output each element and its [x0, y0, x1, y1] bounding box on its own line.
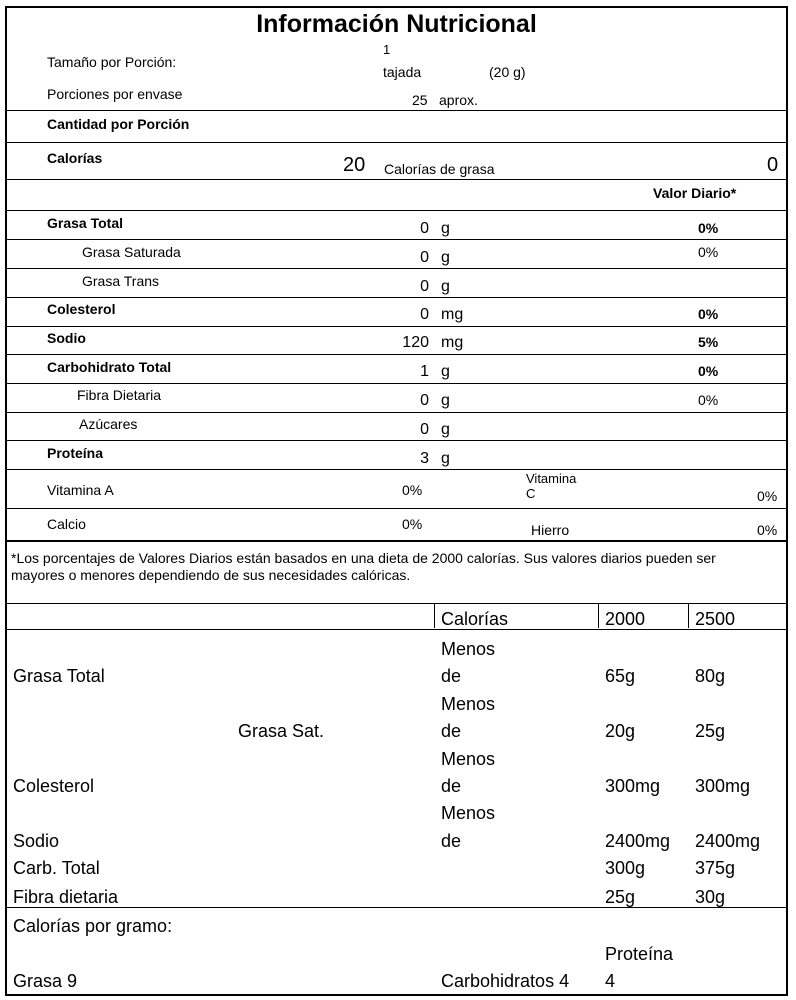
nutrient-unit: g: [441, 363, 450, 380]
nutrient-daily-value: 0%: [698, 392, 719, 408]
reference-qualifier: Menos: [441, 694, 496, 714]
nutrient-unit: g: [441, 278, 450, 295]
reference-value-2000: 20g: [605, 721, 636, 741]
nutrient-amount: 3: [420, 450, 429, 467]
divider: [7, 603, 786, 604]
servings-per-container-suffix: aprox.: [439, 92, 478, 108]
divider: [7, 179, 786, 180]
reference-row-label: Grasa Total: [13, 666, 105, 686]
divider: [7, 326, 786, 327]
reference-value-2500: 375g: [695, 858, 736, 878]
reference-row-label: Carb. Total: [13, 858, 100, 878]
divider: [7, 210, 786, 211]
serving-size-unit: tajada: [383, 64, 422, 80]
vitamin-c-value: 0%: [757, 488, 778, 504]
calories-per-gram-carbs: Carbohidratos 4: [441, 971, 570, 991]
divider: [7, 412, 786, 413]
reference-qualifier: Menos: [441, 749, 496, 769]
reference-value-2500: 80g: [695, 666, 726, 686]
column-divider: [688, 604, 689, 628]
calcium-value: 0%: [402, 516, 423, 532]
divider: [7, 440, 786, 441]
divider: [7, 297, 786, 298]
nutrient-label: Grasa Saturada: [82, 244, 181, 260]
reference-value-2000: 2400mg: [605, 831, 671, 851]
nutrient-daily-value: 0%: [698, 363, 719, 379]
nutrient-daily-value: 0%: [698, 244, 719, 260]
nutrient-label: Azúcares: [79, 416, 138, 432]
reference-value-2500: 2400mg: [695, 831, 761, 851]
vitamin-c-label-line: C: [526, 486, 536, 501]
iron-value: 0%: [757, 522, 778, 538]
divider: [7, 508, 786, 509]
reference-qualifier: de: [441, 831, 462, 851]
vitamin-c-label-line: Vitamina: [526, 471, 577, 486]
reference-value-2000: 300mg: [605, 776, 661, 796]
nutrient-unit: g: [441, 450, 450, 467]
calories-from-fat-value: 0: [767, 154, 779, 176]
calories-per-gram-label: Calorías por gramo:: [13, 916, 173, 936]
nutrient-amount: 0: [420, 392, 429, 409]
vitamin-a-value: 0%: [402, 482, 423, 498]
reference-column-2500: 2500: [695, 609, 736, 629]
divider: [7, 383, 786, 384]
nutrient-label: Grasa Total: [47, 215, 123, 231]
reference-value-2000: 25g: [605, 887, 636, 907]
calories-value: 20: [343, 154, 366, 176]
calories-from-fat-label: Calorías de grasa: [384, 161, 495, 177]
nutrient-unit: g: [441, 421, 450, 438]
reference-qualifier: Menos: [441, 639, 496, 659]
reference-calories-label: Calorías: [441, 609, 509, 629]
nutrient-unit: g: [441, 392, 450, 409]
reference-row-label: Grasa Sat.: [238, 721, 325, 741]
nutrient-amount: 1: [420, 363, 429, 380]
divider: [7, 629, 786, 630]
vitamin-c-label: [526, 471, 576, 501]
nutrient-amount: 0: [420, 306, 429, 323]
servings-per-container-value: 25: [412, 92, 428, 108]
reference-qualifier: de: [441, 721, 462, 741]
serving-size-label: Tamaño por Porción:: [47, 54, 177, 70]
reference-column-2000: 2000: [605, 609, 646, 629]
calcium-label: Calcio: [47, 516, 86, 532]
nutrient-unit: g: [441, 220, 450, 237]
nutrient-daily-value: 0%: [698, 306, 719, 322]
nutrient-daily-value: 5%: [698, 334, 719, 350]
vitamin-a-label: Vitamina A: [47, 482, 114, 498]
nutrient-amount: 0: [420, 249, 429, 266]
nutrient-label: Carbohidrato Total: [47, 359, 172, 375]
reference-value-2500: 25g: [695, 721, 726, 741]
serving-size-grams: (20 g): [489, 64, 526, 80]
divider: [7, 540, 786, 542]
reference-value-2500: 300mg: [695, 776, 751, 796]
nutrient-label: Proteína: [47, 445, 104, 461]
servings-per-container-label: Porciones por envase: [47, 86, 183, 102]
calories-label: Calorías: [47, 150, 103, 166]
nutrient-label: Sodio: [47, 330, 86, 346]
nutrient-label: Grasa Trans: [82, 273, 160, 289]
nutrient-unit: mg: [441, 306, 464, 323]
divider: [7, 469, 786, 470]
nutrient-amount: 120: [402, 334, 429, 351]
divider: [7, 268, 786, 269]
divider: [7, 142, 786, 143]
amount-per-serving: Cantidad por Porción: [47, 116, 190, 132]
daily-value-footnote: *Los porcentajes de Valores Diarios están basados en una dieta de 2000 calorías. Sus valores diarios pueden ser mayores o menores dependiendo de sus necesidades calóricas.: [11, 550, 716, 583]
reference-qualifier: de: [441, 776, 462, 796]
nutrient-unit: mg: [441, 334, 464, 351]
column-divider: [598, 604, 599, 628]
reference-row-label: Fibra dietaria: [13, 887, 119, 907]
nutrient-amount: 0: [420, 278, 429, 295]
nutrient-label: Colesterol: [47, 301, 116, 317]
calories-per-gram-fat: Grasa 9: [13, 971, 78, 991]
calories-per-gram-protein-value: 4: [605, 971, 616, 991]
reference-value-2500: 30g: [695, 887, 726, 907]
reference-row-label: Sodio: [13, 831, 60, 851]
nutrition-facts-label: [5, 6, 788, 996]
nutrient-daily-value: 0%: [698, 220, 719, 236]
reference-qualifier: de: [441, 666, 462, 686]
nutrient-amount: 0: [420, 220, 429, 237]
iron-label: Hierro: [531, 522, 570, 538]
column-divider: [434, 604, 435, 628]
calories-per-gram-protein: Proteína: [605, 944, 674, 964]
nutrient-unit: g: [441, 249, 450, 266]
divider: [7, 354, 786, 355]
reference-value-2000: 300g: [605, 858, 646, 878]
nutrient-label: Fibra Dietaria: [77, 387, 162, 403]
daily-value-header: Valor Diario*: [653, 185, 737, 201]
reference-row-label: Colesterol: [13, 776, 95, 796]
reference-qualifier: Menos: [441, 803, 496, 823]
divider: [7, 110, 786, 111]
divider: [7, 239, 786, 240]
label-title: Información Nutricional: [256, 10, 537, 38]
nutrient-amount: 0: [420, 421, 429, 438]
reference-value-2000: 65g: [605, 666, 636, 686]
divider: [7, 907, 786, 908]
serving-size-quantity: 1: [383, 42, 391, 57]
